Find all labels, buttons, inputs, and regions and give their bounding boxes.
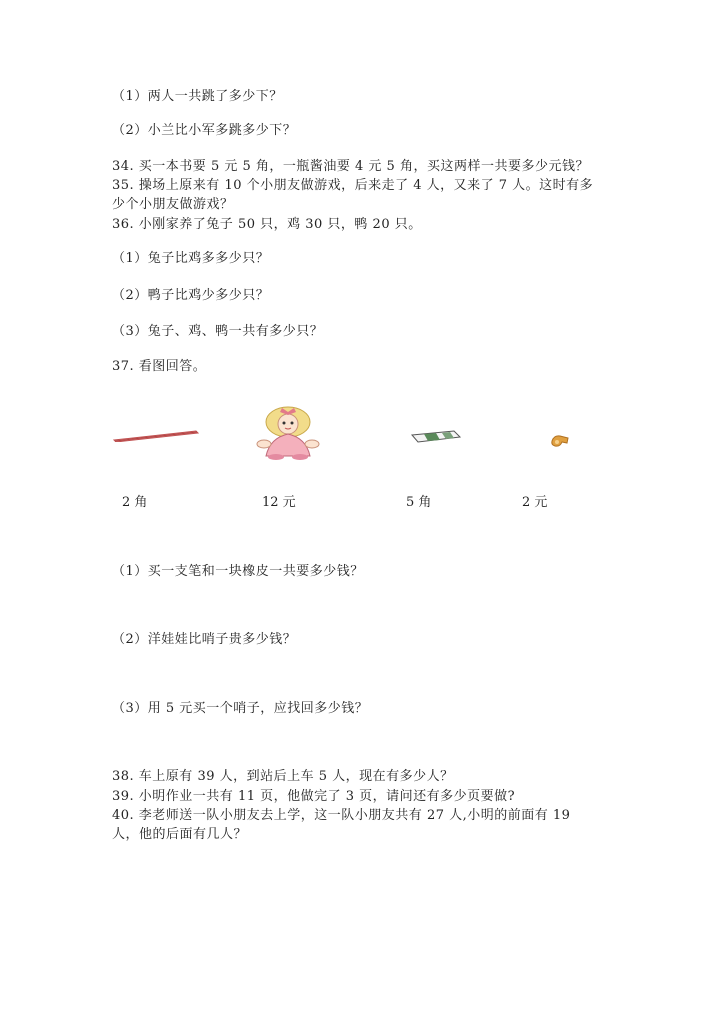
q34-text: 34. 买一本书要 5 元 5 角，一瓶酱油要 4 元 5 角，买这两样一共要多少元钱？ [112, 159, 589, 174]
q36-sub3: （3）兔子、鸡、鸭一共有多少只？ [112, 324, 324, 339]
q36-sub1: （1）兔子比鸡多多少只？ [112, 251, 270, 266]
q40-line2: 人，他的后面有几人？ [112, 827, 248, 842]
price-eraser: 5 角 [406, 495, 432, 510]
q33-sub1: （1）两人一共跳了多少下？ [112, 89, 283, 104]
q36-text: 36. 小刚家养了兔子 50 只，鸡 30 只，鸭 20 只。 [112, 217, 422, 232]
q33-sub2: （2）小兰比小军多跳多少下？ [112, 123, 297, 138]
price-doll: 12 元 [262, 495, 296, 510]
q38-text: 38. 车上原有 39 人，到站后上车 5 人，现在有多少人？ [112, 769, 454, 784]
q37-sub3: （3）用 5 元买一个哨子，应找回多少钱？ [112, 701, 369, 716]
q39-text: 39. 小明作业一共有 11 页，他做完了 3 页，请问还有多少页要做? [112, 789, 516, 804]
price-whistle: 2 元 [522, 495, 548, 510]
q37-sub1: （1）买一支笔和一块橡皮一共要多少钱？ [112, 564, 364, 579]
q37-text: 37. 看图回答。 [112, 359, 207, 374]
doll-image [246, 404, 330, 460]
q40-line1: 40. 李老师送一队小朋友去上学，这一队小朋友共有 27 人,小明的前面有 19 [112, 808, 571, 823]
price-pencil: 2 角 [122, 495, 148, 510]
eraser-image [410, 429, 462, 445]
q35-line2: 少个小朋友做游戏？ [112, 197, 234, 212]
whistle-image [548, 433, 572, 449]
pencil-image [112, 428, 200, 442]
q36-sub2: （2）鸭子比鸡少多少只？ [112, 288, 270, 303]
q35-line1: 35. 操场上原来有 10 个小朋友做游戏，后来走了 4 人，又来了 7 人。这时有多 [112, 178, 594, 193]
q37-sub2: （2）洋娃娃比哨子贵多少钱？ [112, 632, 297, 647]
